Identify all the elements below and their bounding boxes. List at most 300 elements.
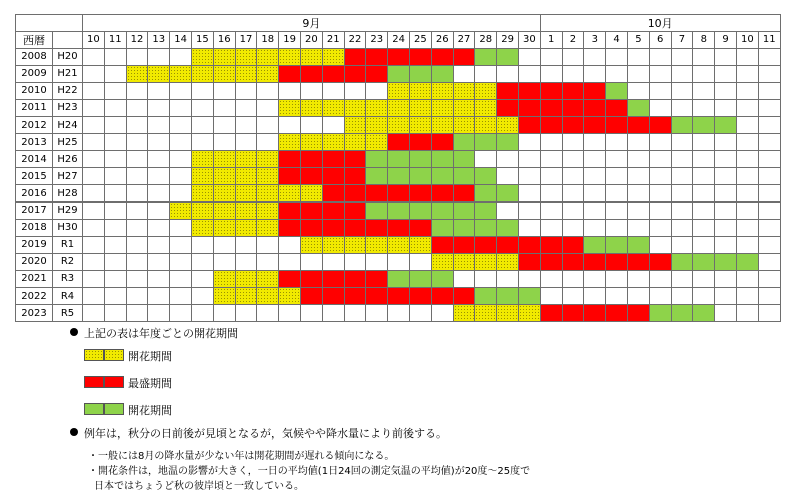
day-cell	[104, 202, 127, 220]
year-cell: 2021	[15, 270, 53, 288]
day-cell	[344, 202, 367, 220]
day-cell	[387, 167, 410, 185]
day-cell	[365, 236, 388, 254]
day-cell	[540, 253, 563, 271]
day-cell	[562, 48, 585, 66]
day-cell	[671, 202, 694, 220]
day-cell	[213, 133, 236, 151]
day-cell	[453, 167, 476, 185]
day-cell	[278, 116, 301, 134]
day-cell	[692, 116, 715, 134]
day-cell	[431, 304, 454, 322]
day-cell	[235, 219, 258, 237]
day-cell	[300, 116, 323, 134]
day-cell	[300, 167, 323, 185]
bullet-icon	[70, 428, 78, 436]
day-cell	[191, 253, 214, 271]
day-cell	[126, 82, 149, 100]
day-cell	[147, 184, 170, 202]
day-cell	[365, 150, 388, 168]
day-cell	[736, 82, 759, 100]
day-cell	[518, 82, 541, 100]
day-cell	[627, 65, 650, 83]
day-cell	[147, 253, 170, 271]
day-cell	[758, 116, 781, 134]
day-cell	[496, 202, 519, 220]
day-cell	[147, 167, 170, 185]
day-cell	[409, 133, 432, 151]
day-cell	[562, 236, 585, 254]
day-cell	[169, 219, 192, 237]
day-cell	[169, 202, 192, 220]
day-cell	[714, 202, 737, 220]
day-cell	[409, 219, 432, 237]
day-cell	[496, 167, 519, 185]
day-cell	[649, 270, 672, 288]
day-cell	[235, 167, 258, 185]
day-cell	[518, 184, 541, 202]
year-cell: 2010	[15, 82, 53, 100]
day-cell	[736, 150, 759, 168]
day-cell	[453, 116, 476, 134]
day-cell	[82, 184, 105, 202]
day-cell	[714, 236, 737, 254]
day-cell	[169, 167, 192, 185]
day-cell	[605, 287, 628, 305]
day-cell	[431, 65, 454, 83]
day-cell	[692, 65, 715, 83]
day-cell	[191, 82, 214, 100]
day-cell	[322, 219, 345, 237]
day-cell	[474, 304, 497, 322]
day-cell	[104, 82, 127, 100]
day-cell	[322, 133, 345, 151]
day-cell	[344, 270, 367, 288]
day-cell	[191, 184, 214, 202]
year-column-header: 西暦	[15, 31, 53, 49]
day-cell	[453, 48, 476, 66]
day-cell	[365, 116, 388, 134]
day-cell	[191, 99, 214, 117]
day-cell	[104, 150, 127, 168]
day-cell	[649, 202, 672, 220]
day-cell	[104, 184, 127, 202]
day-cell	[736, 287, 759, 305]
day-cell	[278, 270, 301, 288]
month-september: 9月	[82, 14, 541, 32]
bullet-icon	[70, 328, 78, 336]
day-cell	[322, 304, 345, 322]
day-cell	[627, 219, 650, 237]
day-cell	[322, 99, 345, 117]
day-cell	[213, 253, 236, 271]
day-cell	[583, 48, 606, 66]
legend-label-yellow: 開花期間	[128, 350, 172, 363]
year-cell: 2014	[15, 150, 53, 168]
day-cell	[409, 270, 432, 288]
day-cell	[278, 304, 301, 322]
day-cell	[104, 167, 127, 185]
day-cell	[671, 48, 694, 66]
day-cell	[671, 82, 694, 100]
header-blank	[15, 14, 83, 32]
day-cell	[213, 304, 236, 322]
day-cell	[496, 99, 519, 117]
day-cell	[82, 253, 105, 271]
day-cell	[692, 202, 715, 220]
day-cell	[649, 236, 672, 254]
day-cell	[453, 133, 476, 151]
day-cell	[322, 236, 345, 254]
era-cell: R2	[52, 253, 83, 271]
day-header: 16	[213, 31, 236, 49]
day-cell	[213, 219, 236, 237]
day-cell	[147, 202, 170, 220]
day-cell	[714, 219, 737, 237]
day-header: 27	[453, 31, 476, 49]
day-cell	[256, 184, 279, 202]
day-cell	[583, 150, 606, 168]
year-cell: 2013	[15, 133, 53, 151]
day-cell	[540, 167, 563, 185]
day-cell	[256, 287, 279, 305]
day-cell	[649, 65, 672, 83]
day-cell	[583, 133, 606, 151]
day-cell	[496, 150, 519, 168]
day-cell	[278, 167, 301, 185]
day-cell	[758, 167, 781, 185]
day-cell	[540, 133, 563, 151]
day-cell	[627, 116, 650, 134]
legend-label-red: 最盛期間	[128, 377, 172, 390]
day-cell	[692, 167, 715, 185]
day-cell	[104, 116, 127, 134]
day-cell	[147, 82, 170, 100]
day-cell	[671, 99, 694, 117]
day-cell	[191, 236, 214, 254]
day-cell	[409, 167, 432, 185]
day-cell	[540, 116, 563, 134]
day-cell	[605, 48, 628, 66]
day-header: 12	[126, 31, 149, 49]
day-cell	[322, 287, 345, 305]
era-cell: H24	[52, 116, 83, 134]
day-cell	[322, 48, 345, 66]
day-cell	[387, 150, 410, 168]
day-cell	[605, 167, 628, 185]
day-cell	[344, 150, 367, 168]
day-cell	[714, 65, 737, 83]
day-cell	[409, 184, 432, 202]
day-cell	[235, 270, 258, 288]
day-cell	[235, 116, 258, 134]
day-cell	[453, 65, 476, 83]
day-cell	[322, 150, 345, 168]
day-cell	[627, 99, 650, 117]
day-cell	[365, 48, 388, 66]
day-cell	[278, 150, 301, 168]
day-cell	[518, 202, 541, 220]
day-cell	[562, 202, 585, 220]
day-cell	[540, 82, 563, 100]
day-cell	[583, 253, 606, 271]
day-cell	[605, 150, 628, 168]
day-cell	[605, 116, 628, 134]
day-cell	[692, 82, 715, 100]
day-cell	[431, 116, 454, 134]
day-cell	[278, 287, 301, 305]
day-cell	[714, 287, 737, 305]
day-cell	[278, 99, 301, 117]
day-cell	[256, 133, 279, 151]
day-cell	[147, 236, 170, 254]
day-cell	[300, 82, 323, 100]
day-cell	[213, 99, 236, 117]
day-cell	[736, 116, 759, 134]
day-cell	[147, 99, 170, 117]
day-cell	[256, 202, 279, 220]
day-cell	[126, 48, 149, 66]
day-cell	[736, 48, 759, 66]
day-cell	[278, 184, 301, 202]
day-cell	[627, 236, 650, 254]
day-cell	[387, 270, 410, 288]
day-cell	[714, 82, 737, 100]
day-cell	[409, 150, 432, 168]
day-cell	[453, 253, 476, 271]
day-cell	[736, 219, 759, 237]
day-cell	[496, 253, 519, 271]
day-cell	[431, 219, 454, 237]
day-cell	[126, 167, 149, 185]
day-cell	[736, 99, 759, 117]
day-cell	[365, 287, 388, 305]
day-cell	[453, 99, 476, 117]
day-cell	[409, 99, 432, 117]
day-cell	[496, 219, 519, 237]
day-cell	[409, 82, 432, 100]
day-cell	[453, 150, 476, 168]
day-cell	[235, 82, 258, 100]
day-cell	[474, 184, 497, 202]
day-header: 23	[365, 31, 388, 49]
day-cell	[169, 150, 192, 168]
era-cell: H29	[52, 202, 83, 220]
day-cell	[758, 270, 781, 288]
day-cell	[235, 202, 258, 220]
day-cell	[191, 270, 214, 288]
day-cell	[583, 167, 606, 185]
day-cell	[147, 304, 170, 322]
day-cell	[191, 219, 214, 237]
day-cell	[474, 202, 497, 220]
day-cell	[671, 65, 694, 83]
day-cell	[126, 219, 149, 237]
day-cell	[300, 219, 323, 237]
day-cell	[540, 150, 563, 168]
day-cell	[692, 236, 715, 254]
day-cell	[714, 150, 737, 168]
day-cell	[387, 116, 410, 134]
day-cell	[82, 236, 105, 254]
day-cell	[256, 236, 279, 254]
day-cell	[387, 202, 410, 220]
day-cell	[474, 287, 497, 305]
day-cell	[605, 219, 628, 237]
day-cell	[322, 202, 345, 220]
day-cell	[496, 287, 519, 305]
day-cell	[692, 133, 715, 151]
day-cell	[300, 253, 323, 271]
day-cell	[562, 82, 585, 100]
day-cell	[147, 65, 170, 83]
day-cell	[692, 287, 715, 305]
year-cell: 2022	[15, 287, 53, 305]
year-cell: 2018	[15, 219, 53, 237]
day-cell	[758, 253, 781, 271]
day-cell	[278, 65, 301, 83]
day-cell	[169, 65, 192, 83]
day-cell	[758, 184, 781, 202]
day-cell	[235, 236, 258, 254]
day-cell	[82, 202, 105, 220]
day-cell	[714, 116, 737, 134]
day-cell	[409, 253, 432, 271]
day-header: 24	[387, 31, 410, 49]
day-cell	[496, 184, 519, 202]
day-cell	[736, 270, 759, 288]
day-cell	[605, 202, 628, 220]
day-cell	[431, 150, 454, 168]
day-cell	[496, 304, 519, 322]
day-cell	[474, 253, 497, 271]
day-cell	[649, 184, 672, 202]
era-cell: H22	[52, 82, 83, 100]
day-cell	[671, 184, 694, 202]
day-cell	[496, 82, 519, 100]
day-cell	[322, 253, 345, 271]
day-cell	[126, 65, 149, 83]
day-cell	[104, 65, 127, 83]
era-cell: H30	[52, 219, 83, 237]
day-cell	[518, 167, 541, 185]
day-cell	[649, 253, 672, 271]
day-cell	[540, 48, 563, 66]
legend-swatch-red	[84, 376, 104, 388]
day-cell	[736, 65, 759, 83]
day-cell	[583, 304, 606, 322]
day-cell	[627, 304, 650, 322]
day-cell	[256, 65, 279, 83]
day-cell	[322, 167, 345, 185]
day-cell	[474, 48, 497, 66]
day-cell	[256, 48, 279, 66]
day-cell	[474, 270, 497, 288]
day-cell	[714, 184, 737, 202]
day-cell	[213, 202, 236, 220]
note-conditions: ・開花条件は，地温の影響が大きく，一日の平均値(1日24回の測定気温の平均値)が20度～25度で	[88, 466, 531, 477]
day-cell	[540, 236, 563, 254]
day-cell	[583, 99, 606, 117]
day-cell	[671, 219, 694, 237]
day-cell	[474, 82, 497, 100]
day-cell	[671, 270, 694, 288]
day-cell	[518, 65, 541, 83]
day-cell	[453, 270, 476, 288]
day-cell	[104, 219, 127, 237]
day-cell	[82, 82, 105, 100]
day-cell	[126, 99, 149, 117]
day-cell	[235, 184, 258, 202]
day-cell	[191, 167, 214, 185]
day-cell	[562, 304, 585, 322]
day-cell	[758, 202, 781, 220]
day-cell	[365, 270, 388, 288]
day-cell	[431, 253, 454, 271]
day-cell	[474, 236, 497, 254]
day-cell	[235, 304, 258, 322]
day-cell	[322, 82, 345, 100]
day-cell	[540, 287, 563, 305]
day-cell	[496, 48, 519, 66]
day-cell	[453, 236, 476, 254]
day-cell	[191, 304, 214, 322]
day-cell	[692, 270, 715, 288]
day-cell	[147, 116, 170, 134]
day-cell	[387, 287, 410, 305]
day-cell	[365, 304, 388, 322]
day-cell	[256, 219, 279, 237]
day-cell	[278, 219, 301, 237]
day-cell	[213, 184, 236, 202]
day-cell	[453, 202, 476, 220]
day-cell	[256, 99, 279, 117]
day-cell	[671, 116, 694, 134]
day-cell	[605, 99, 628, 117]
day-cell	[758, 133, 781, 151]
day-cell	[300, 150, 323, 168]
day-cell	[540, 184, 563, 202]
day-cell	[627, 270, 650, 288]
day-cell	[518, 99, 541, 117]
day-cell	[562, 116, 585, 134]
day-cell	[213, 270, 236, 288]
day-cell	[562, 133, 585, 151]
day-cell	[147, 219, 170, 237]
day-cell	[191, 48, 214, 66]
day-cell	[409, 202, 432, 220]
day-cell	[540, 202, 563, 220]
day-cell	[540, 270, 563, 288]
day-cell	[692, 150, 715, 168]
day-header: 6	[649, 31, 672, 49]
day-cell	[82, 133, 105, 151]
day-cell	[322, 270, 345, 288]
day-cell	[409, 304, 432, 322]
day-cell	[605, 270, 628, 288]
day-cell	[627, 167, 650, 185]
day-cell	[365, 167, 388, 185]
day-cell	[169, 116, 192, 134]
day-cell	[344, 116, 367, 134]
day-cell	[474, 65, 497, 83]
day-cell	[409, 116, 432, 134]
era-cell: R1	[52, 236, 83, 254]
day-cell	[126, 202, 149, 220]
day-cell	[387, 304, 410, 322]
day-cell	[627, 133, 650, 151]
day-cell	[278, 202, 301, 220]
